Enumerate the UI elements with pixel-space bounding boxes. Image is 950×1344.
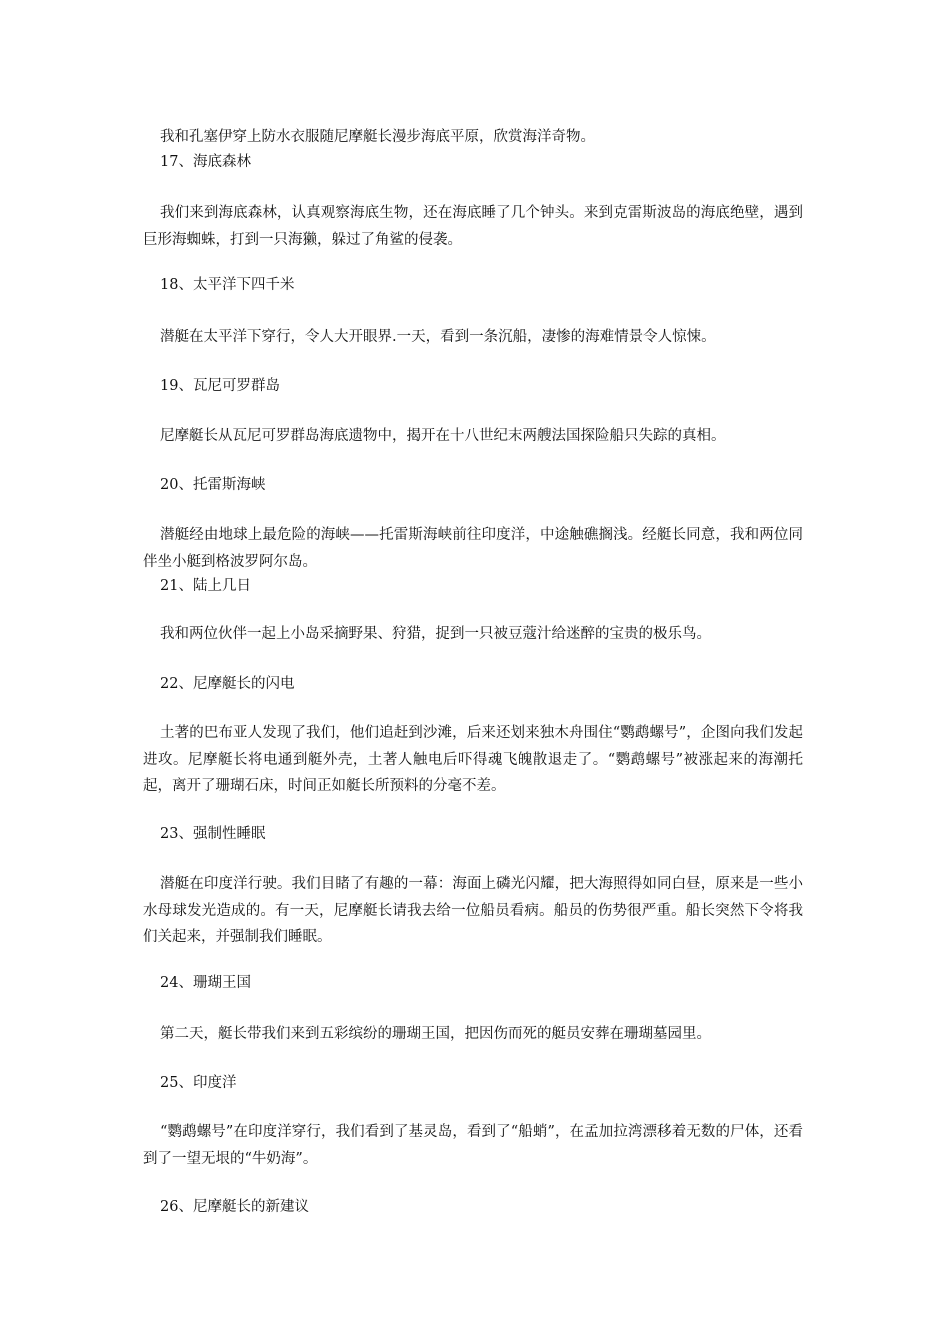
chapter-heading-22: 22、尼摩艇长的闪电: [160, 676, 295, 692]
paragraph-chapter-23: 潜艇在印度洋行驶。我们目睹了有趣的一幕：海面上磷光闪耀，把大海照得如同白昼，原来是一些小水母球发光造成的。有一天，尼摩艇长请我去给一位船员看病。船员的伤势很严重。船长突然下令将我们关起来，并强制我们睡眠。: [143, 876, 803, 945]
paragraph-diving-walk: 我和孔塞伊穿上防水衣服随尼摩艇长漫步海底平原，欣赏海洋奇物。: [160, 129, 595, 145]
chapter-heading-20: 20、托雷斯海峡: [160, 477, 266, 493]
paragraph-chapter-19: 尼摩艇长从瓦尼可罗群岛海底遗物中，揭开在十八世纪末两艘法国探险船只失踪的真相。: [160, 428, 726, 444]
chapter-heading-23: 23、强制性睡眠: [160, 826, 266, 842]
chapter-heading-17: 17、海底森林: [160, 154, 251, 170]
chapter-heading-19: 19、瓦尼可罗群岛: [160, 378, 280, 394]
chapter-heading-25: 25、印度洋: [160, 1075, 237, 1091]
chapter-heading-18: 18、太平洋下四千米: [160, 277, 295, 293]
paragraph-chapter-17: 我们来到海底森林，认真观察海底生物，还在海底睡了几个钟头。来到克雷斯波岛的海底绝壁，遇到巨形海蜘蛛，打到一只海獭，躲过了角鲨的侵袭。: [143, 205, 803, 248]
paragraph-chapter-20: 潜艇经由地球上最危险的海峡——托雷斯海峡前往印度洋，中途触礁搁浅。经艇长同意，我和两位同伴坐小艇到格波罗阿尔岛。: [143, 527, 803, 570]
paragraph-chapter-18: 潜艇在太平洋下穿行，令人大开眼界.一天，看到一条沉船，凄惨的海难情景令人惊悚。: [160, 329, 716, 345]
paragraph-chapter-21: 我和两位伙伴一起上小岛采摘野果、狩猎，捉到一只被豆蔻汁给迷醉的宝贵的极乐鸟。: [160, 626, 711, 642]
paragraph-chapter-24: 第二天，艇长带我们来到五彩缤纷的珊瑚王国，把因伤而死的艇员安葬在珊瑚墓园里。: [160, 1026, 711, 1042]
chapter-heading-24: 24、珊瑚王国: [160, 975, 251, 991]
chapter-heading-21: 21、陆上几日: [160, 578, 251, 594]
paragraph-chapter-25: “鹦鹉螺号”在印度洋穿行，我们看到了基灵岛，看到了“船蛸”，在孟加拉湾漂移着无数的尸体，还看到了一望无垠的“牛奶海”。: [143, 1124, 803, 1167]
paragraph-chapter-22: 土著的巴布亚人发现了我们，他们追赶到沙滩，后来还划来独木舟围住“鹦鹉螺号”，企图向我们发起进攻。尼摩艇长将电通到艇外壳，土著人触电后吓得魂飞魄散退走了。“鹦鹉螺号”被涨起来的海潮托起，离开了珊瑚石床，时间正如艇长所预料的分毫不差。: [143, 725, 803, 794]
chapter-heading-26: 26、尼摩艇长的新建议: [160, 1199, 309, 1215]
